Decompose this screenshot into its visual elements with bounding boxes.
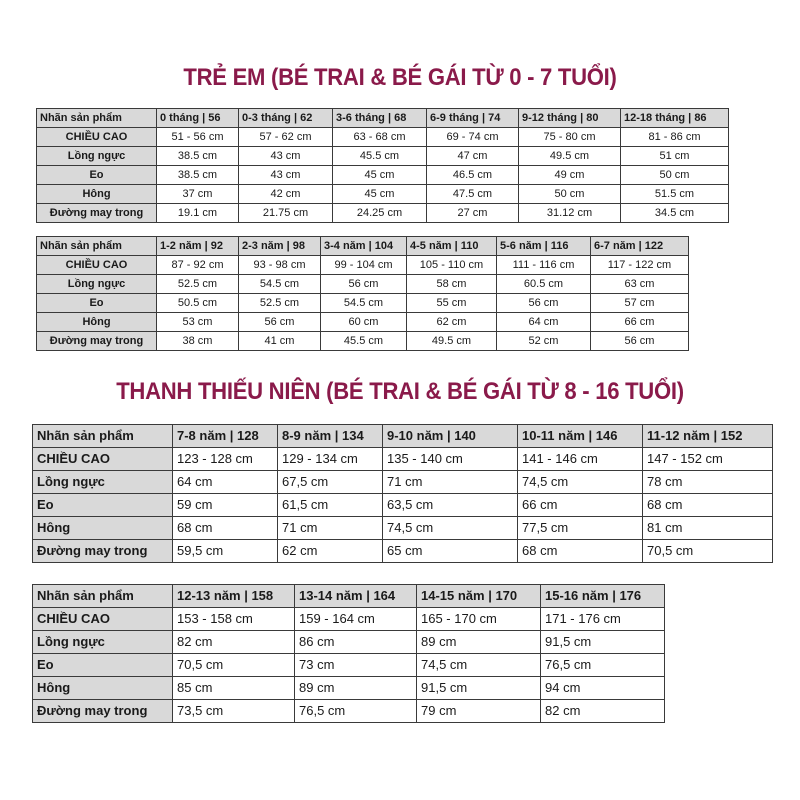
measurement-cell: 63 - 68 cm bbox=[333, 128, 427, 147]
table-row bbox=[33, 448, 773, 471]
table-row bbox=[33, 471, 773, 494]
measurement-cell: 64 cm bbox=[173, 471, 278, 494]
measurement-cell: 89 cm bbox=[417, 631, 541, 654]
measurement-cell: 85 cm bbox=[173, 677, 295, 700]
header-size-cell: 0 tháng | 56 bbox=[157, 109, 239, 128]
measurement-cell: 94 cm bbox=[541, 677, 665, 700]
measurement-cell: 75 - 80 cm bbox=[519, 128, 621, 147]
table-row bbox=[33, 631, 665, 654]
measurement-cell: 43 cm bbox=[239, 166, 333, 185]
header-size-cell: 12-18 tháng | 86 bbox=[621, 109, 729, 128]
row-label-cell: CHIỀU CAO bbox=[33, 608, 173, 631]
measurement-cell: 59 cm bbox=[173, 494, 278, 517]
table-header-row bbox=[37, 109, 729, 128]
table-row bbox=[33, 540, 773, 563]
measurement-cell: 78 cm bbox=[643, 471, 773, 494]
measurement-cell: 76,5 cm bbox=[541, 654, 665, 677]
measurement-cell: 50.5 cm bbox=[157, 294, 239, 313]
measurement-cell: 54.5 cm bbox=[239, 275, 321, 294]
measurement-cell: 56 cm bbox=[321, 275, 407, 294]
measurement-cell: 123 - 128 cm bbox=[173, 448, 278, 471]
header-size-cell: 15-16 năm | 176 bbox=[541, 585, 665, 608]
row-label-cell: Eo bbox=[37, 294, 157, 313]
measurement-cell: 70,5 cm bbox=[643, 540, 773, 563]
measurement-cell: 81 - 86 cm bbox=[621, 128, 729, 147]
measurement-cell: 159 - 164 cm bbox=[295, 608, 417, 631]
measurement-cell: 47.5 cm bbox=[427, 185, 519, 204]
header-size-cell: 5-6 năm | 116 bbox=[497, 237, 591, 256]
measurement-cell: 66 cm bbox=[518, 494, 643, 517]
size-table-teen-7-12-years bbox=[32, 424, 773, 563]
measurement-cell: 69 - 74 cm bbox=[427, 128, 519, 147]
measurement-cell: 91,5 cm bbox=[541, 631, 665, 654]
measurement-cell: 111 - 116 cm bbox=[497, 256, 591, 275]
header-size-cell: 9-10 năm | 140 bbox=[383, 425, 518, 448]
measurement-cell: 21.75 cm bbox=[239, 204, 333, 223]
measurement-cell: 46.5 cm bbox=[427, 166, 519, 185]
row-label-cell: Lồng ngực bbox=[37, 147, 157, 166]
measurement-cell: 55 cm bbox=[407, 294, 497, 313]
table-row bbox=[37, 275, 689, 294]
measurement-cell: 51.5 cm bbox=[621, 185, 729, 204]
measurement-cell: 19.1 cm bbox=[157, 204, 239, 223]
measurement-cell: 171 - 176 cm bbox=[541, 608, 665, 631]
measurement-cell: 82 cm bbox=[541, 700, 665, 723]
measurement-cell: 45 cm bbox=[333, 166, 427, 185]
measurement-cell: 56 cm bbox=[239, 313, 321, 332]
measurement-cell: 63 cm bbox=[591, 275, 689, 294]
measurement-cell: 58 cm bbox=[407, 275, 497, 294]
measurement-cell: 73 cm bbox=[295, 654, 417, 677]
table-header-row bbox=[33, 585, 665, 608]
header-label-cell: Nhãn sản phẩm bbox=[37, 109, 157, 128]
measurement-cell: 63,5 cm bbox=[383, 494, 518, 517]
measurement-cell: 24.25 cm bbox=[333, 204, 427, 223]
size-table-kids-0-18-months bbox=[36, 108, 729, 223]
measurement-cell: 45.5 cm bbox=[333, 147, 427, 166]
measurement-cell: 153 - 158 cm bbox=[173, 608, 295, 631]
row-label-cell: CHIỀU CAO bbox=[37, 128, 157, 147]
measurement-cell: 67,5 cm bbox=[278, 471, 383, 494]
row-label-cell: Hông bbox=[33, 517, 173, 540]
measurement-cell: 76,5 cm bbox=[295, 700, 417, 723]
row-label-cell: Eo bbox=[33, 654, 173, 677]
measurement-cell: 70,5 cm bbox=[173, 654, 295, 677]
table-row bbox=[37, 313, 689, 332]
size-table-kids-1-7-years bbox=[36, 236, 689, 351]
header-size-cell: 0-3 tháng | 62 bbox=[239, 109, 333, 128]
measurement-cell: 147 - 152 cm bbox=[643, 448, 773, 471]
header-size-cell: 12-13 năm | 158 bbox=[173, 585, 295, 608]
measurement-cell: 56 cm bbox=[591, 332, 689, 351]
row-label-cell: Lồng ngực bbox=[37, 275, 157, 294]
measurement-cell: 51 cm bbox=[621, 147, 729, 166]
measurement-cell: 47 cm bbox=[427, 147, 519, 166]
row-label-cell: Đường may trong bbox=[37, 204, 157, 223]
header-size-cell: 13-14 năm | 164 bbox=[295, 585, 417, 608]
row-label-cell: CHIỀU CAO bbox=[37, 256, 157, 275]
header-size-cell: 10-11 năm | 146 bbox=[518, 425, 643, 448]
measurement-cell: 141 - 146 cm bbox=[518, 448, 643, 471]
measurement-cell: 66 cm bbox=[591, 313, 689, 332]
table-row bbox=[37, 147, 729, 166]
table-row bbox=[37, 128, 729, 147]
measurement-cell: 50 cm bbox=[621, 166, 729, 185]
measurement-cell: 49.5 cm bbox=[519, 147, 621, 166]
table-row bbox=[33, 700, 665, 723]
table-row bbox=[37, 332, 689, 351]
measurement-cell: 49 cm bbox=[519, 166, 621, 185]
measurement-cell: 50 cm bbox=[519, 185, 621, 204]
measurement-cell: 81 cm bbox=[643, 517, 773, 540]
row-label-cell: Đường may trong bbox=[37, 332, 157, 351]
measurement-cell: 62 cm bbox=[278, 540, 383, 563]
header-size-cell: 6-9 tháng | 74 bbox=[427, 109, 519, 128]
row-label-cell: Eo bbox=[37, 166, 157, 185]
measurement-cell: 93 - 98 cm bbox=[239, 256, 321, 275]
measurement-cell: 79 cm bbox=[417, 700, 541, 723]
measurement-cell: 52 cm bbox=[497, 332, 591, 351]
measurement-cell: 52.5 cm bbox=[239, 294, 321, 313]
measurement-cell: 99 - 104 cm bbox=[321, 256, 407, 275]
row-label-cell: CHIỀU CAO bbox=[33, 448, 173, 471]
measurement-cell: 27 cm bbox=[427, 204, 519, 223]
measurement-cell: 60 cm bbox=[321, 313, 407, 332]
measurement-cell: 51 - 56 cm bbox=[157, 128, 239, 147]
header-size-cell: 2-3 năm | 98 bbox=[239, 237, 321, 256]
measurement-cell: 31.12 cm bbox=[519, 204, 621, 223]
header-size-cell: 6-7 năm | 122 bbox=[591, 237, 689, 256]
header-size-cell: 7-8 năm | 128 bbox=[173, 425, 278, 448]
row-label-cell: Lồng ngực bbox=[33, 471, 173, 494]
header-size-cell: 3-4 năm | 104 bbox=[321, 237, 407, 256]
measurement-cell: 74,5 cm bbox=[417, 654, 541, 677]
measurement-cell: 129 - 134 cm bbox=[278, 448, 383, 471]
header-size-cell: 4-5 năm | 110 bbox=[407, 237, 497, 256]
table-row bbox=[37, 185, 729, 204]
measurement-cell: 65 cm bbox=[383, 540, 518, 563]
measurement-cell: 52.5 cm bbox=[157, 275, 239, 294]
row-label-cell: Đường may trong bbox=[33, 700, 173, 723]
table-row bbox=[33, 517, 773, 540]
measurement-cell: 86 cm bbox=[295, 631, 417, 654]
measurement-cell: 61,5 cm bbox=[278, 494, 383, 517]
header-label-cell: Nhãn sản phẩm bbox=[33, 585, 173, 608]
header-size-cell: 1-2 năm | 92 bbox=[157, 237, 239, 256]
measurement-cell: 54.5 cm bbox=[321, 294, 407, 313]
measurement-cell: 71 cm bbox=[278, 517, 383, 540]
table-row bbox=[37, 256, 689, 275]
measurement-cell: 165 - 170 cm bbox=[417, 608, 541, 631]
measurement-cell: 43 cm bbox=[239, 147, 333, 166]
measurement-cell: 42 cm bbox=[239, 185, 333, 204]
measurement-cell: 135 - 140 cm bbox=[383, 448, 518, 471]
row-label-cell: Hông bbox=[37, 313, 157, 332]
measurement-cell: 38.5 cm bbox=[157, 147, 239, 166]
table-header-row bbox=[37, 237, 689, 256]
measurement-cell: 68 cm bbox=[173, 517, 278, 540]
measurement-cell: 89 cm bbox=[295, 677, 417, 700]
table-row bbox=[33, 608, 665, 631]
measurement-cell: 68 cm bbox=[643, 494, 773, 517]
measurement-cell: 60.5 cm bbox=[497, 275, 591, 294]
header-size-cell: 3-6 tháng | 68 bbox=[333, 109, 427, 128]
measurement-cell: 53 cm bbox=[157, 313, 239, 332]
table-row bbox=[37, 166, 729, 185]
measurement-cell: 62 cm bbox=[407, 313, 497, 332]
measurement-cell: 45.5 cm bbox=[321, 332, 407, 351]
measurement-cell: 59,5 cm bbox=[173, 540, 278, 563]
row-label-cell: Hông bbox=[33, 677, 173, 700]
header-label-cell: Nhãn sản phẩm bbox=[37, 237, 157, 256]
measurement-cell: 57 - 62 cm bbox=[239, 128, 333, 147]
measurement-cell: 74,5 cm bbox=[518, 471, 643, 494]
measurement-cell: 49.5 cm bbox=[407, 332, 497, 351]
table-header-row bbox=[33, 425, 773, 448]
header-size-cell: 11-12 năm | 152 bbox=[643, 425, 773, 448]
measurement-cell: 38.5 cm bbox=[157, 166, 239, 185]
row-label-cell: Đường may trong bbox=[33, 540, 173, 563]
measurement-cell: 77,5 cm bbox=[518, 517, 643, 540]
measurement-cell: 117 - 122 cm bbox=[591, 256, 689, 275]
measurement-cell: 105 - 110 cm bbox=[407, 256, 497, 275]
kids-section-title: TRẺ EM (BÉ TRAI & BÉ GÁI TỪ 0 - 7 TUỔI) bbox=[183, 64, 617, 91]
size-table-teen-12-16-years bbox=[32, 584, 665, 723]
measurement-cell: 82 cm bbox=[173, 631, 295, 654]
row-label-cell: Lồng ngực bbox=[33, 631, 173, 654]
measurement-cell: 37 cm bbox=[157, 185, 239, 204]
measurement-cell: 34.5 cm bbox=[621, 204, 729, 223]
measurement-cell: 71 cm bbox=[383, 471, 518, 494]
header-label-cell: Nhãn sản phẩm bbox=[33, 425, 173, 448]
measurement-cell: 73,5 cm bbox=[173, 700, 295, 723]
table-row bbox=[37, 294, 689, 313]
table-row bbox=[33, 677, 665, 700]
header-size-cell: 9-12 tháng | 80 bbox=[519, 109, 621, 128]
measurement-cell: 45 cm bbox=[333, 185, 427, 204]
table-row bbox=[33, 654, 665, 677]
row-label-cell: Eo bbox=[33, 494, 173, 517]
measurement-cell: 74,5 cm bbox=[383, 517, 518, 540]
measurement-cell: 68 cm bbox=[518, 540, 643, 563]
measurement-cell: 57 cm bbox=[591, 294, 689, 313]
measurement-cell: 38 cm bbox=[157, 332, 239, 351]
measurement-cell: 56 cm bbox=[497, 294, 591, 313]
table-row bbox=[33, 494, 773, 517]
header-size-cell: 14-15 năm | 170 bbox=[417, 585, 541, 608]
row-label-cell: Hông bbox=[37, 185, 157, 204]
teen-section-title: THANH THIẾU NIÊN (BÉ TRAI & BÉ GÁI TỪ 8 - 16 TUỔI) bbox=[116, 378, 684, 405]
table-row bbox=[37, 204, 729, 223]
header-size-cell: 8-9 năm | 134 bbox=[278, 425, 383, 448]
measurement-cell: 64 cm bbox=[497, 313, 591, 332]
measurement-cell: 87 - 92 cm bbox=[157, 256, 239, 275]
measurement-cell: 91,5 cm bbox=[417, 677, 541, 700]
measurement-cell: 41 cm bbox=[239, 332, 321, 351]
